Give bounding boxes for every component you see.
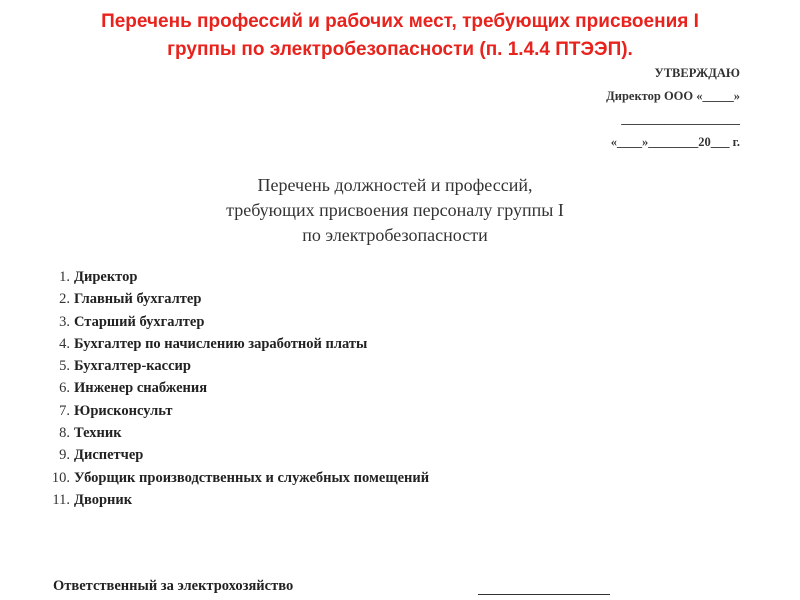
list-item — [48, 311, 648, 333]
list-item-label: Диспетчер — [74, 447, 144, 464]
list-item-label: Бухгалтер-кассир — [74, 358, 191, 375]
responsible-person-label: Ответственный за электрохозяйство — [53, 578, 294, 594]
list-item-label: Бухгалтер по начислению заработной платы — [74, 335, 368, 352]
slide-title-line-1: Перечень профессий и рабочих мест, требующих присвоения I — [101, 11, 699, 32]
list-item — [48, 444, 648, 466]
list-item-number: 7. — [59, 402, 70, 419]
document-title-line-3: по электробезопасности — [302, 225, 488, 245]
document-title-line-1: Перечень должностей и профессий, — [257, 175, 533, 195]
list-item — [48, 288, 648, 310]
list-item-label: Инженер снабжения — [74, 380, 208, 397]
list-item-label: Техник — [74, 425, 122, 442]
list-item-label: Директор — [74, 269, 138, 285]
list-item — [48, 355, 648, 377]
list-item-number: 1. — [59, 269, 70, 285]
slide-title-line-2: группы по электробезопасности (п. 1.4.4 ПТЭЭП). — [167, 39, 633, 60]
list-item-label: Юрисконсульт — [74, 402, 173, 419]
approval-block — [520, 64, 740, 156]
list-item-number: 10. — [51, 469, 70, 486]
document-title-line-2: требующих присвоения персоналу группы I — [226, 200, 564, 220]
list-item-label: Дворник — [74, 491, 133, 508]
approval-date-line: «____»________20___ г. — [610, 135, 740, 149]
list-item-number: 8. — [59, 425, 70, 442]
approval-signature-line: ___________________ — [621, 112, 740, 126]
list-item — [48, 422, 648, 444]
list-item-number: 2. — [59, 291, 70, 308]
list-item-number: 3. — [59, 313, 70, 330]
slide-title — [0, 8, 800, 64]
signature-line — [478, 594, 610, 595]
positions-list — [48, 266, 648, 511]
list-item — [48, 400, 648, 422]
approval-heading: УТВЕРЖДАЮ — [654, 66, 740, 80]
list-item — [48, 467, 648, 489]
list-item-label: Уборщик производственных и служебных помещений — [74, 469, 430, 486]
list-item — [48, 333, 648, 355]
list-item-label: Главный бухгалтер — [74, 291, 202, 308]
list-item-label: Старший бухгалтер — [74, 313, 205, 330]
list-item — [48, 266, 648, 288]
list-item-number: 11. — [52, 491, 70, 508]
list-item — [48, 489, 648, 511]
list-item — [48, 377, 648, 399]
list-item-number: 5. — [59, 358, 70, 375]
list-item-number: 6. — [59, 380, 70, 397]
list-item-number: 4. — [59, 335, 70, 352]
document-title — [150, 173, 640, 248]
approval-position: Директор ООО «_____» — [606, 89, 740, 103]
list-item-number: 9. — [59, 447, 70, 464]
